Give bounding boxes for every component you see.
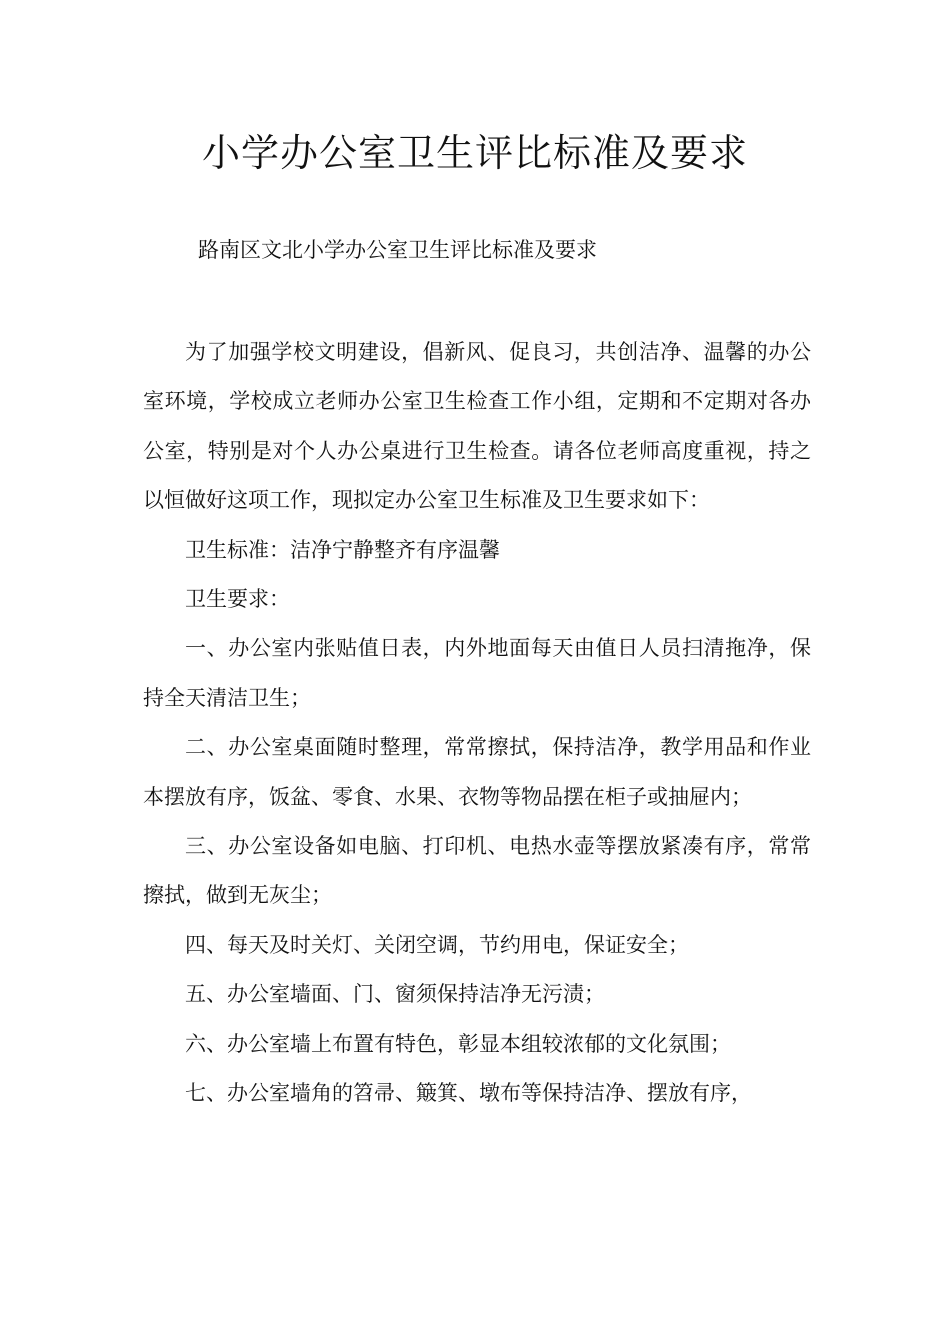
requirement-item-2: 二、办公室桌面随时整理，常常擦拭，保持洁净，教学用品和作业本摆放有序，饭盆、零食、水果、衣物等物品摆在柜子或抽屉内； — [143, 735, 811, 809]
requirement-item-1: 一、办公室内张贴值日表，内外地面每天由值日人员扫清拖净，保持全天清洁卫生； — [143, 636, 811, 710]
hygiene-requirements-heading: 卫生要求： — [185, 587, 290, 612]
document-body — [143, 328, 811, 1119]
document-subtitle: 路南区文北小学办公室卫生评比标准及要求 — [198, 238, 597, 262]
hygiene-standard: 卫生标准：洁净宁静整齐有序温馨 — [185, 537, 500, 562]
requirement-item-7: 七、办公室墙角的笤帚、簸箕、墩布等保持洁净、摆放有序， — [185, 1081, 752, 1106]
requirement-item-5: 五、办公室墙面、门、窗须保持洁净无污渍； — [185, 982, 605, 1007]
requirement-item-6: 六、办公室墙上布置有特色，彰显本组较浓郁的文化氛围； — [185, 1031, 731, 1056]
document-title: 小学办公室卫生评比标准及要求 — [201, 131, 748, 175]
intro-paragraph: 为了加强学校文明建设，倡新风、促良习，共创洁净、温馨的办公室环境，学校成立老师办公室卫生检查工作小组，定期和不定期对各办公室，特别是对个人办公桌进行卫生检查。请各位老师高度重视，持之以恒做好这项工作，现拟定办公室卫生标准及卫生要求如下： — [143, 340, 811, 513]
requirement-item-4: 四、每天及时关灯、关闭空调，节约用电，保证安全； — [185, 932, 689, 957]
requirement-item-3: 三、办公室设备如电脑、打印机、电热水壶等摆放紧凑有序，常常擦拭，做到无灰尘； — [143, 834, 811, 908]
